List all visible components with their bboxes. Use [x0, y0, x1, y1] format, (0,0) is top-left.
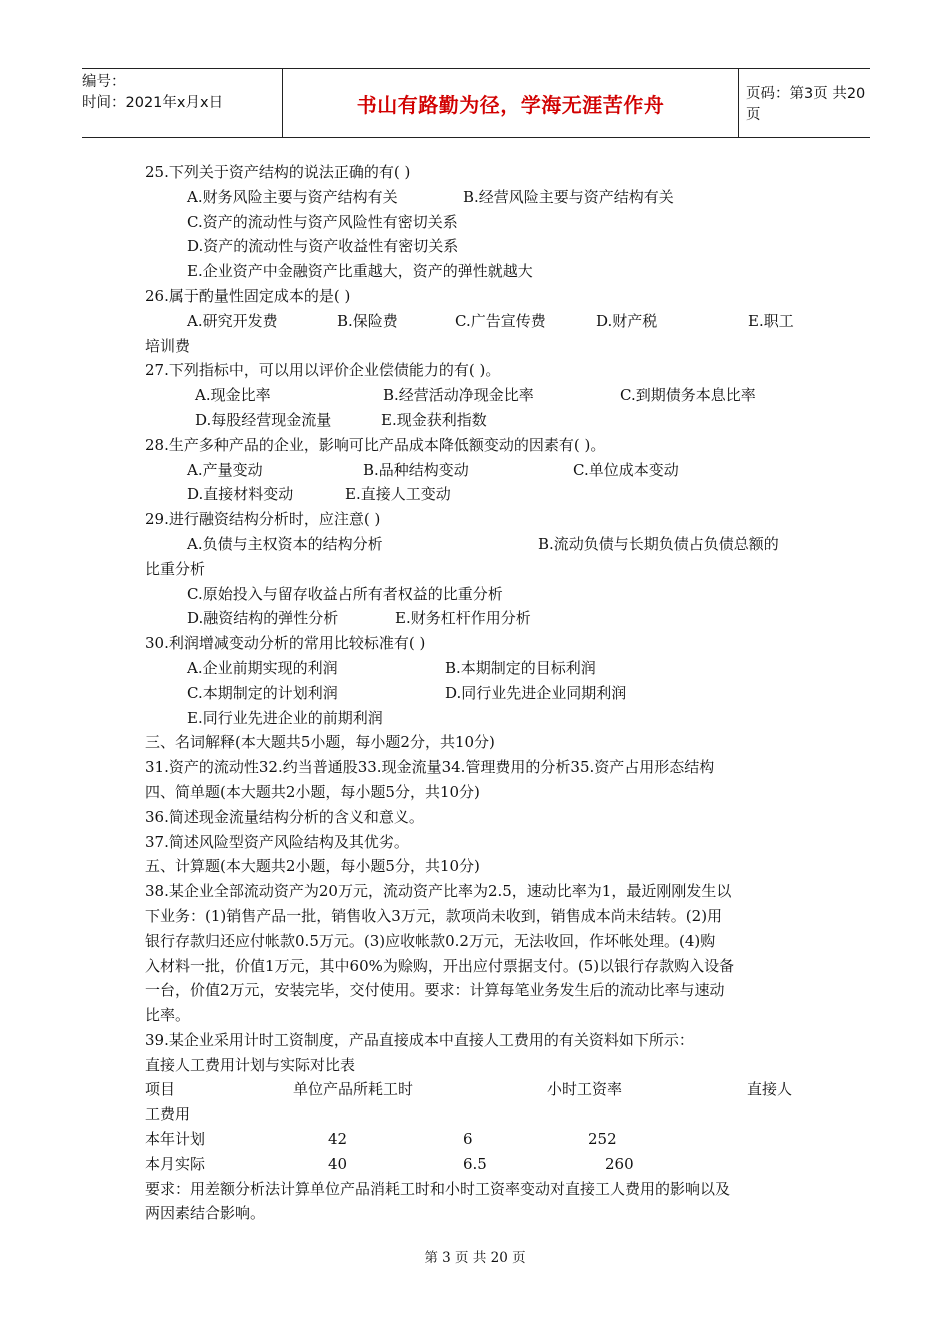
table-cell: 42 [328, 1130, 348, 1149]
table-header-row [145, 1077, 810, 1102]
option-d: D.同行业先进企业同期利润 [445, 683, 627, 702]
option-a: A.研究开发费 [187, 311, 278, 330]
section-5-heading: 五、计算题(本大题共2小题，每小题5分，共10分) [145, 857, 480, 876]
table-header-cost: 直接人 [747, 1080, 793, 1099]
time-label: 时间：2021年x月x日 [82, 95, 224, 111]
option-d: D.直接材料变动 [187, 485, 294, 504]
option-c: C.原始投入与留存收益占所有者权益的比重分析 [187, 584, 503, 603]
table-cell: 本年计划 [145, 1130, 206, 1149]
header-page-info: 页码：第3页 共20页 [746, 86, 866, 123]
option-line [145, 185, 810, 210]
option-c: C.资产的流动性与资产风险性有密切关系 [187, 212, 458, 231]
option-line [145, 532, 810, 557]
page-footer: 第 3 页 共 20 页 [424, 1250, 526, 1266]
table-caption: 直接人工费用计划与实际对比表 [145, 1055, 356, 1074]
option-e: E.职工 [748, 311, 794, 330]
code-label: 编号： [82, 74, 126, 90]
option-d: D.资产的流动性与资产收益性有密切关系 [187, 237, 459, 256]
option-b: B.本期制定的目标利润 [445, 658, 596, 677]
question-38-line: 下业务：(1)销售产品一批，销售收入3万元，款项尚未收到，销售成本尚未结转。(2)用 [145, 906, 723, 925]
question-37: 37.简述风险型资产风险结构及其优劣。 [145, 832, 409, 851]
question-38-line: 银行存款归还应付帐款0.5万元。(3)应收帐款0.2万元，无法收回，作坏帐处理。(4)购 [145, 931, 716, 950]
option-b: B.保险费 [337, 311, 398, 330]
table-cell: 260 [605, 1154, 634, 1173]
option-a: A.财务风险主要与资产结构有关 [187, 187, 398, 206]
option-line [145, 656, 810, 681]
table-row [145, 1127, 810, 1152]
table-cell: 本月实际 [145, 1154, 206, 1173]
table-row [145, 1152, 810, 1177]
table-header-item: 项目 [145, 1080, 176, 1099]
table-header-rate: 小时工资率 [547, 1080, 623, 1099]
option-b-continued: 比重分析 [145, 559, 206, 578]
table-cell: 6 [463, 1130, 473, 1149]
option-c: C.到期债务本息比率 [620, 386, 756, 405]
question-25: 25.下列关于资产结构的说法正确的有( ) [145, 163, 411, 181]
question-28: 28.生产多种产品的企业，影响可比产品成本降低额变动的因素有( )。 [145, 435, 606, 454]
option-e: E.直接人工变动 [345, 485, 451, 504]
option-line [145, 408, 810, 433]
option-c: C.本期制定的计划利润 [187, 683, 338, 702]
option-c: C.广告宣传费 [455, 311, 546, 330]
option-a: A.现金比率 [195, 386, 271, 405]
question-38-line: 38.某企业全部流动资产为20万元，流动资产比率为2.5，速动比率为1，最近刚刚发生以 [145, 882, 732, 901]
option-d: D.每股经营现金流量 [195, 410, 332, 429]
section-4-heading: 四、简单题(本大题共2小题，每小题5分，共10分) [145, 782, 480, 801]
question-38-line: 比率。 [145, 1006, 191, 1025]
table-header-cost-continued: 工费用 [145, 1105, 191, 1124]
option-line [145, 458, 810, 483]
option-line [145, 606, 810, 631]
page-header [82, 68, 870, 138]
option-a: A.负债与主权资本的结构分析 [187, 534, 383, 553]
section-3-heading: 三、名词解释(本大题共5小题，每小题2分，共10分) [145, 733, 495, 752]
option-a: A.产量变动 [187, 460, 263, 479]
option-d: D.财产税 [596, 311, 658, 330]
table-header-hours: 单位产品所耗工时 [293, 1080, 414, 1099]
question-38-line: 一台，价值2万元，安装完毕，交付使用。要求：计算每笔业务发生后的流动比率与速动 [145, 981, 725, 1000]
option-b: B.经营活动净现金比率 [383, 386, 534, 405]
option-a: A.企业前期实现的利润 [187, 658, 338, 677]
option-b: B.品种结构变动 [363, 460, 469, 479]
question-26: 26.属于酌量性固定成本的是( ) [145, 286, 351, 305]
option-e: E.同行业先进企业的前期利润 [187, 708, 383, 727]
question-30: 30.利润增减变动分析的常用比较标准有( ) [145, 634, 426, 653]
labor-cost-table [145, 1077, 810, 1176]
option-e: E.企业资产中金融资产比重越大，资产的弹性就越大 [187, 262, 533, 281]
option-line [145, 309, 810, 334]
option-c: C.单位成本变动 [573, 460, 679, 479]
option-e: E.现金获利指数 [381, 410, 487, 429]
requirement-line: 两因素结合影响。 [145, 1204, 266, 1223]
table-cell: 252 [588, 1130, 617, 1149]
option-b: B.流动负债与长期负债占负债总额的 [538, 534, 779, 553]
option-d: D.融资结构的弹性分析 [187, 609, 339, 628]
option-line [145, 482, 810, 507]
question-27: 27.下列指标中，可以用以评价企业偿债能力的有( )。 [145, 361, 501, 380]
table-cell: 6.5 [463, 1154, 487, 1173]
requirement-line: 要求：用差额分析法计算单位产品消耗工时和小时工资率变动对直接工人费用的影响以及 [145, 1179, 731, 1198]
option-line [145, 383, 810, 408]
question-38-line: 入材料一批，价值1万元，其中60%为赊购，开出应付票据支付。(5)以银行存款购入设备 [145, 956, 735, 975]
option-e-continued: 培训费 [145, 336, 191, 355]
question-36: 36.简述现金流量结构分析的含义和意义。 [145, 807, 424, 826]
question-29: 29.进行融资结构分析时，应注意( ) [145, 510, 381, 529]
document-body [145, 160, 810, 1226]
header-motto: 书山有路勤为径，学海无涯苦作舟 [282, 69, 739, 137]
option-b: B.经营风险主要与资产结构有关 [463, 187, 674, 206]
question-39-line: 39.某企业采用计时工资制度，产品直接成本中直接人工费用的有关资料如下所示： [145, 1030, 694, 1049]
question-31-35: 31.资产的流动性32.约当普通股33.现金流量34.管理费用的分析35.资产占用形态结构 [145, 758, 715, 777]
header-meta [82, 69, 282, 137]
table-cell: 40 [328, 1154, 348, 1173]
option-e: E.财务杠杆作用分析 [395, 609, 531, 628]
option-line [145, 681, 810, 706]
